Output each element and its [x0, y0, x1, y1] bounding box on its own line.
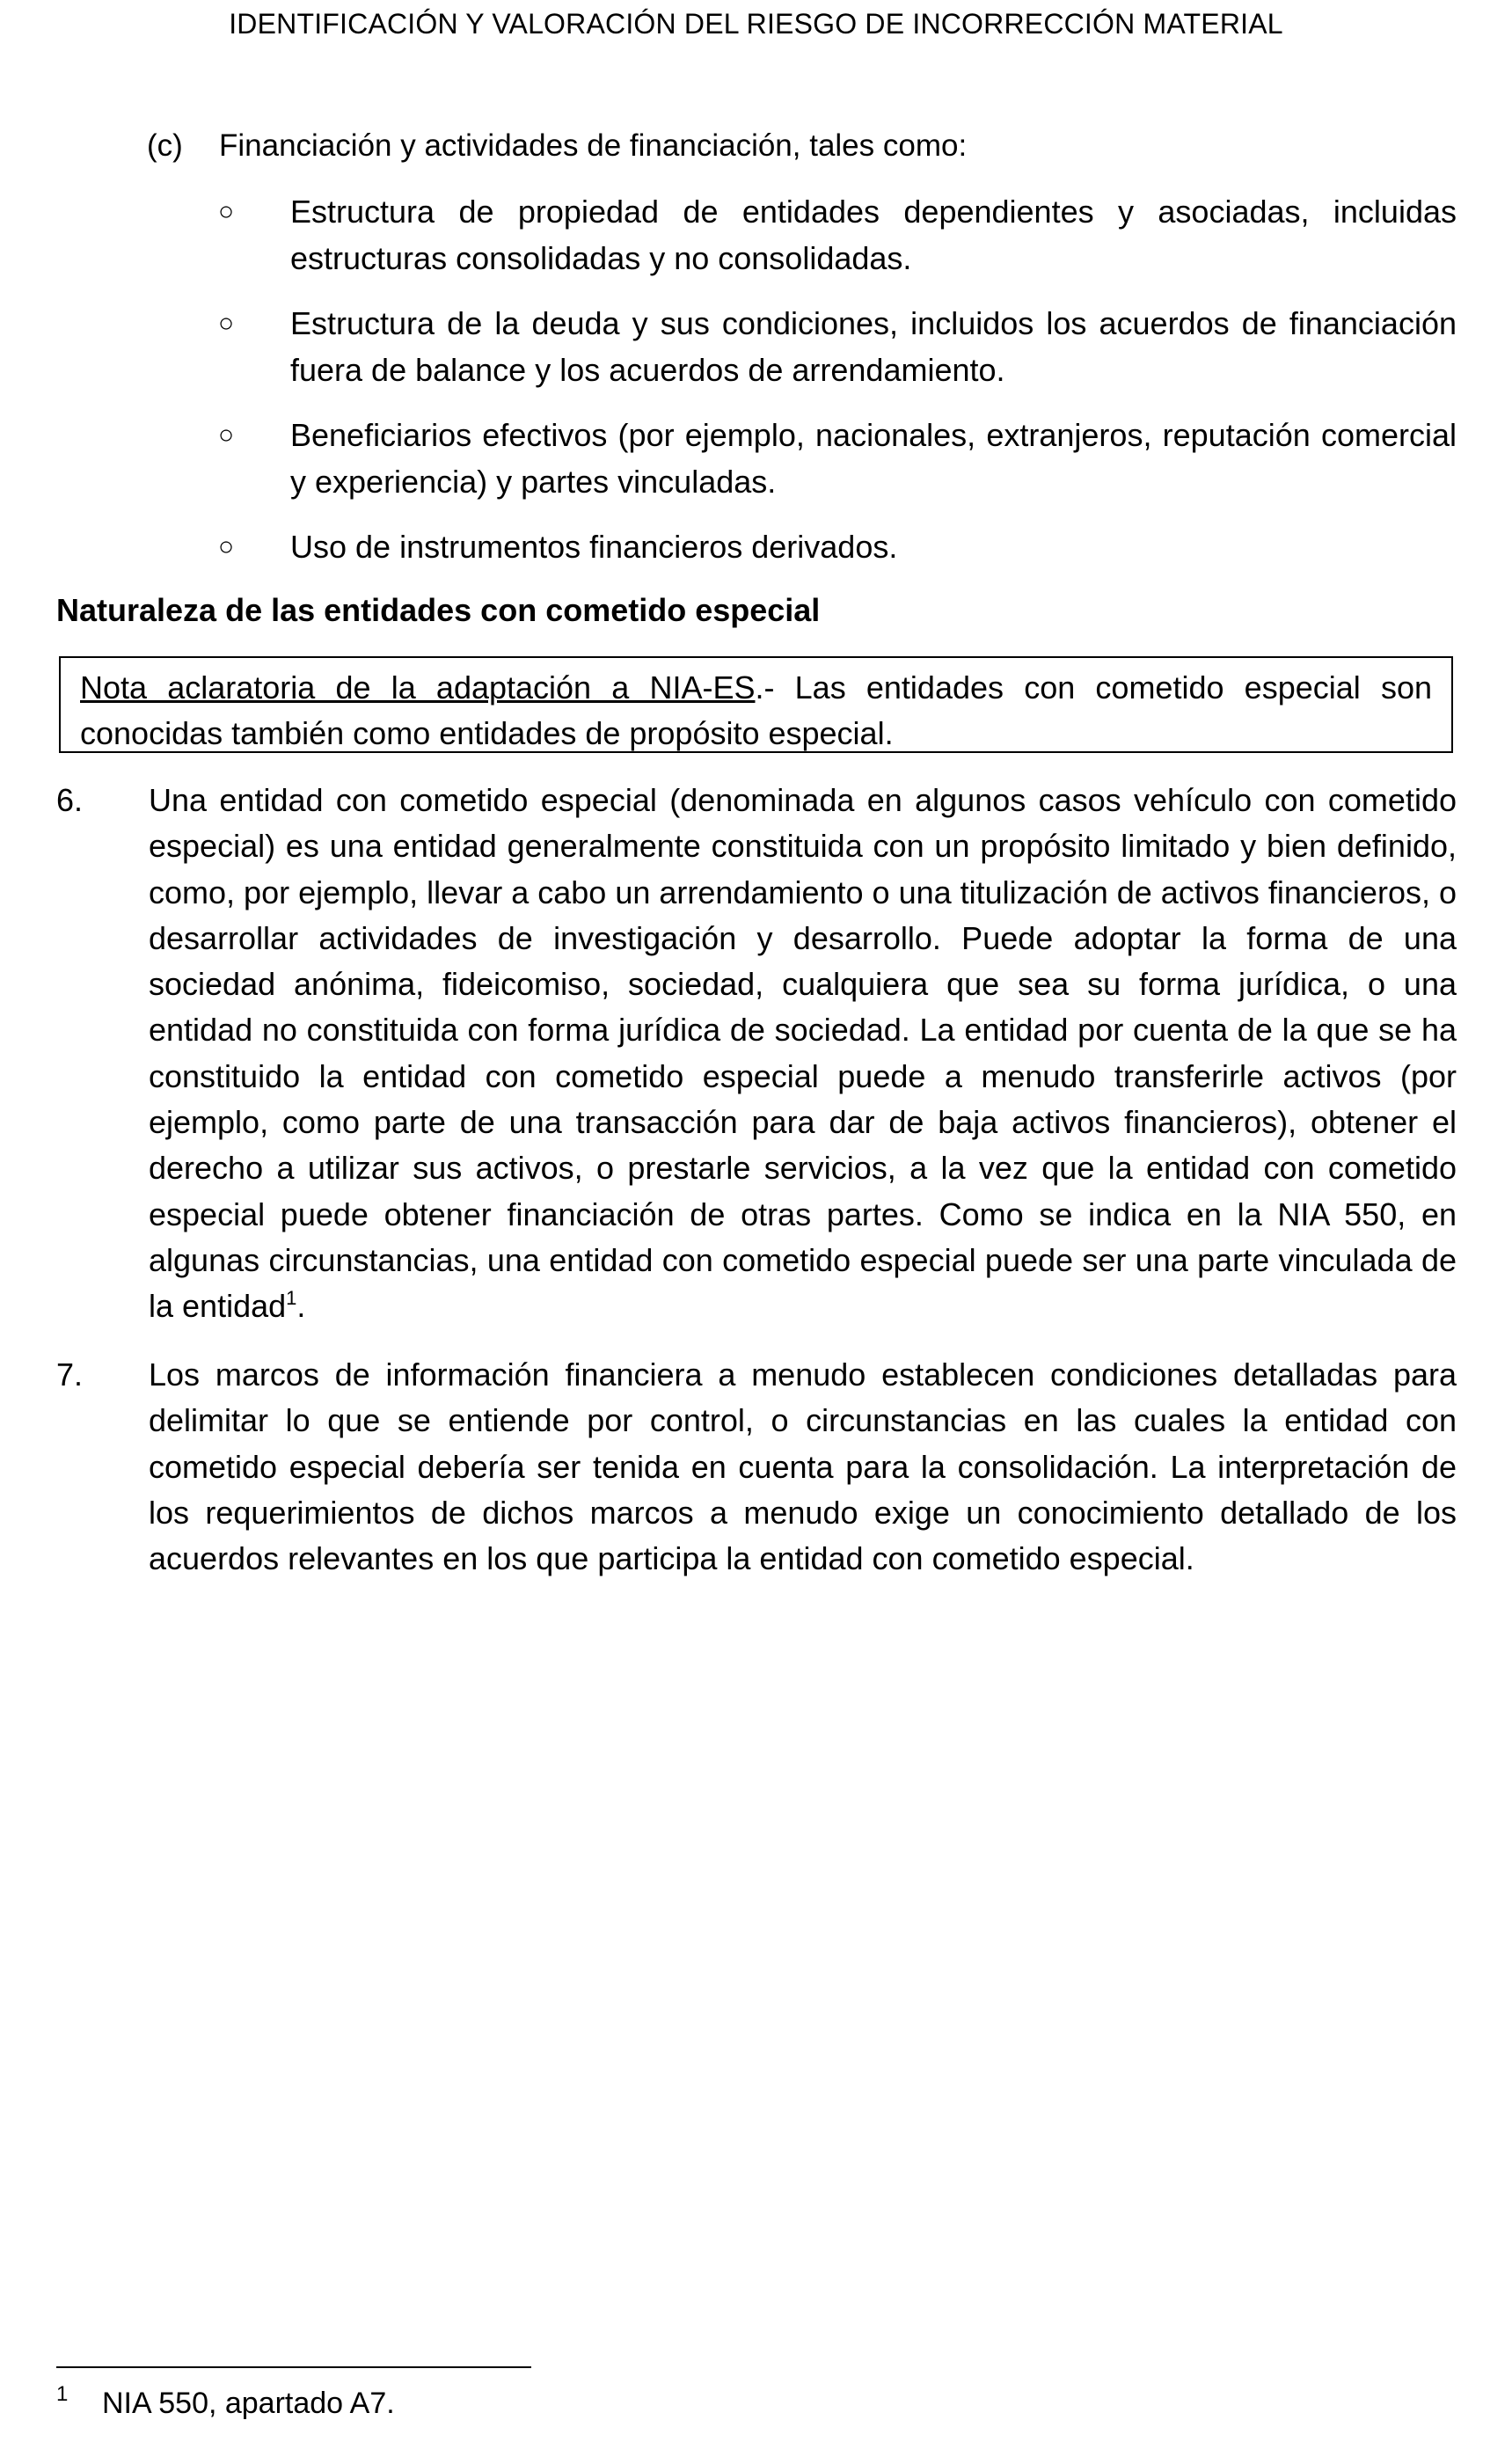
- paragraph-7: [56, 1352, 1457, 1582]
- item-label: (c): [147, 128, 183, 163]
- note-text: .- Las entidades con cometido especial son conocidas también como entidades de propósito especial.: [80, 669, 1432, 751]
- paragraph-number: 6.: [56, 782, 84, 818]
- paragraph-body: [149, 1352, 1457, 1582]
- list-item-text: Estructura de propiedad de entidades dependientes y asociadas, incluidas estructuras consolidadas y no consolidadas.: [290, 194, 1457, 276]
- paragraph-text: Los marcos de información financiera a menudo establecen condiciones detalladas para delimitar lo que se entiende por control, o circunstancias en las cuales la entidad con cometido especial debería ser tenida en cuenta para la consolidación. La interpretación de los requerimientos de dichos marcos a menudo exige un conocimiento detallado de los acuerdos relevantes en los que participa la entidad con cometido especial.: [149, 1356, 1457, 1577]
- list-item-text: Estructura de la deuda y sus condiciones, incluidos los acuerdos de financiación fuera de balance y los acuerdos de arrendamiento.: [290, 305, 1457, 388]
- circle-bullet-icon: ○: [218, 420, 235, 450]
- list-item: [218, 188, 1457, 281]
- circle-bullet-icon: ○: [218, 309, 235, 338]
- running-header: IDENTIFICACIÓN Y VALORACIÓN DEL RIESGO DE INCORRECCIÓN MATERIAL: [229, 8, 1283, 40]
- explanatory-note-box: [59, 656, 1453, 753]
- paragraph-text: Una entidad con cometido especial (denominada en algunos casos vehículo con cometido especial) es una entidad generalmente constituida con un propósito limitado y bien definido, como, por ejemplo, llevar a cabo un arrendamiento o una titulización de activos financieros, o desarrollar actividades de investigación y desarrollo. Puede adoptar la forma de una sociedad anónima, fideicomiso, sociedad, cualquiera que sea su forma jurídica, o una entidad no constituida con forma jurídica de sociedad. La entidad por cuenta de la que se ha constituido la entidad con cometido especial puede a menudo transferirle activos (por ejemplo, como parte de una transacción para dar de baja activos financieros), obtener el derecho a utilizar sus activos, o prestarle servicios, a la vez que la entidad con cometido especial puede obtener financiación de otras partes. Como se indica en la NIA 550, en algunas circunstancias, una entidad con cometido especial puede ser una parte vinculada de la entidad: [149, 782, 1457, 1325]
- note-lead: Nota aclaratoria de la adaptación a NIA-ES: [80, 669, 756, 706]
- paragraph-body: [149, 778, 1457, 1330]
- footnote-text: NIA 550, apartado A7.: [102, 2387, 395, 2420]
- list-item: [218, 523, 1457, 570]
- bullet-list: [218, 188, 1457, 589]
- footnote-mark: 1: [56, 2382, 69, 2406]
- paragraph-6: [56, 778, 1457, 1330]
- list-item-text: Beneficiarios efectivos (por ejemplo, nacionales, extranjeros, reputación comercial y experiencia) y partes vinculadas.: [290, 417, 1457, 500]
- section-title: Naturaleza de las entidades con cometido especial: [56, 592, 821, 628]
- footnote-reference[interactable]: 1: [286, 1287, 297, 1310]
- paragraph-tail: .: [296, 1288, 306, 1325]
- list-item: [218, 412, 1457, 505]
- circle-bullet-icon: ○: [218, 532, 235, 561]
- paragraph-number: 7.: [56, 1356, 84, 1393]
- list-item-text: Uso de instrumentos financieros derivados.: [290, 529, 898, 565]
- footnote-separator: [56, 2366, 531, 2368]
- circle-bullet-icon: ○: [218, 197, 235, 226]
- list-item: [218, 300, 1457, 393]
- item-heading: Financiación y actividades de financiación, tales como:: [219, 128, 968, 163]
